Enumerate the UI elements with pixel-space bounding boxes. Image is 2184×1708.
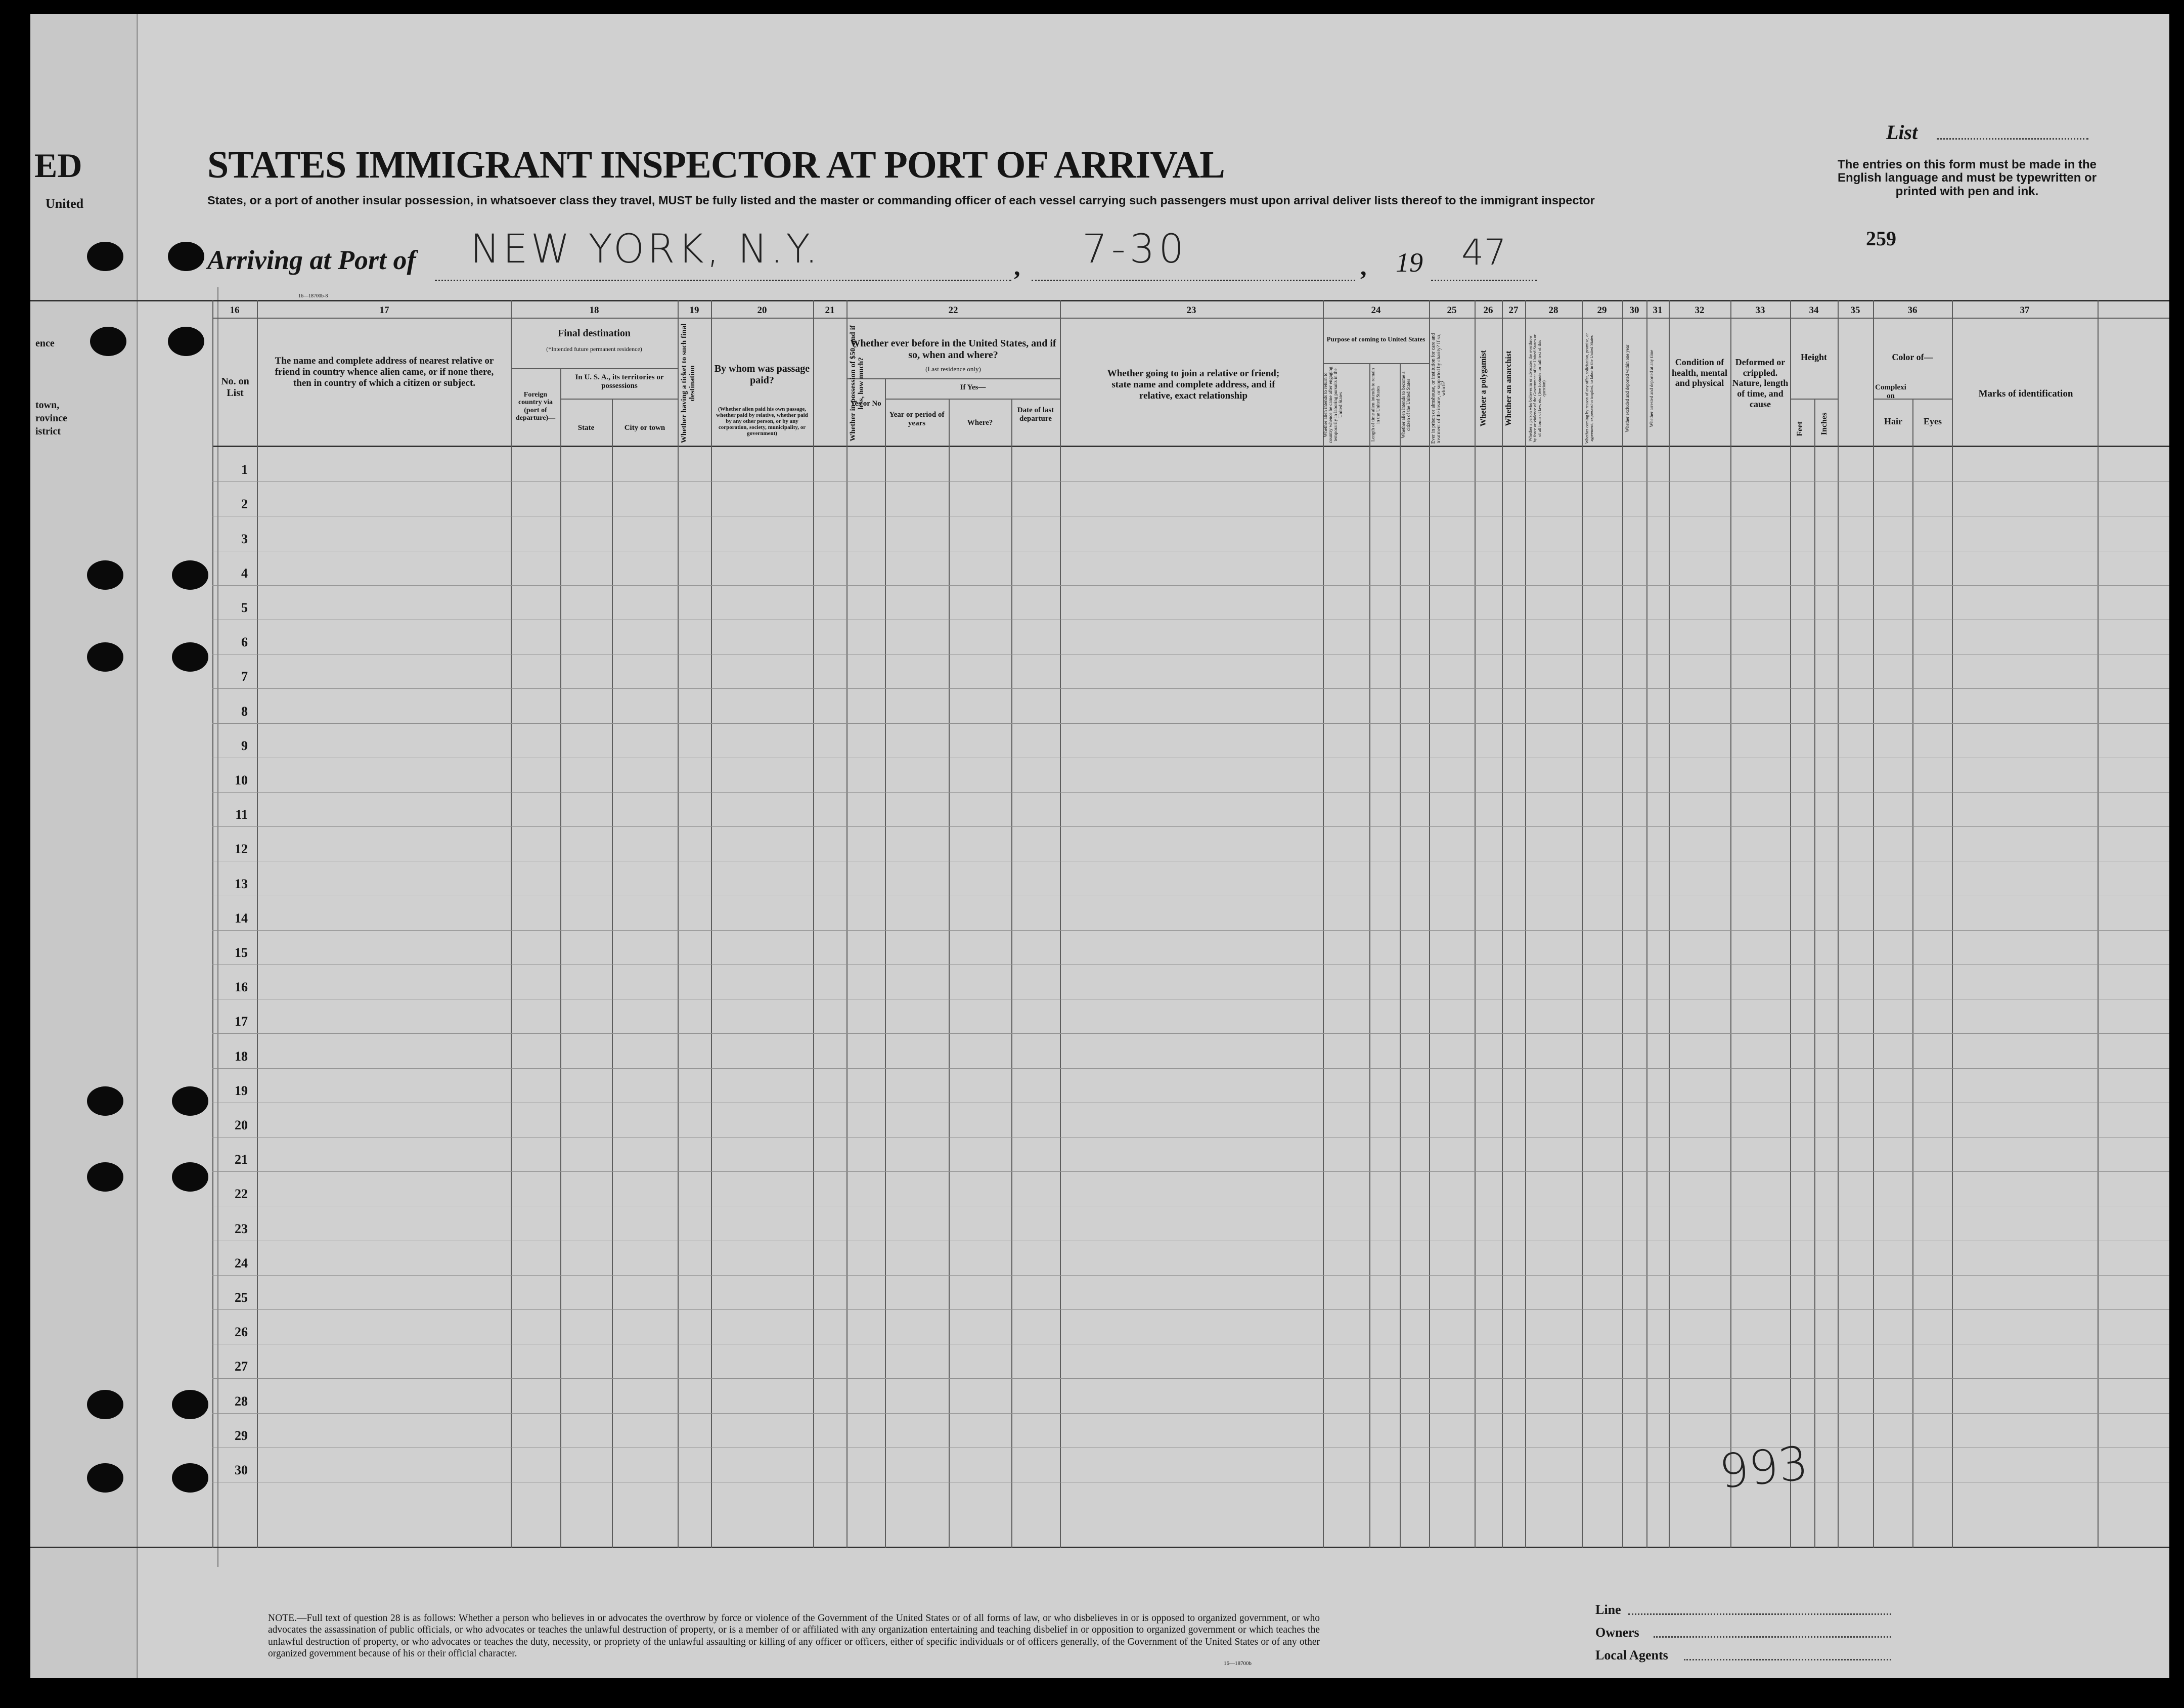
punch-hole — [172, 1086, 208, 1116]
c34-subrule — [1790, 399, 1838, 400]
header-final-destination-note: (*Intended future permanent residence) — [546, 345, 642, 353]
col-border — [678, 300, 679, 1548]
row-number: 5 — [241, 600, 248, 615]
punch-hole — [172, 1390, 208, 1419]
col-num-30: 30 — [1629, 305, 1639, 316]
c18-subrule-2 — [560, 399, 678, 400]
row-number: 7 — [241, 669, 248, 684]
c22-subrule — [846, 378, 1060, 379]
header-if-yes: If Yes— — [960, 383, 986, 391]
row-number: 17 — [235, 1014, 248, 1029]
local-agents-field — [1684, 1659, 1891, 1660]
table-top-rule — [30, 300, 2169, 301]
owners-field — [1654, 1636, 1891, 1638]
header-height: Height — [1801, 352, 1827, 362]
col-border — [1873, 300, 1874, 1548]
punch-hole — [172, 560, 208, 590]
col-num-31: 31 — [1653, 305, 1663, 316]
col-num-34: 34 — [1809, 305, 1819, 316]
year-suffix: 47 — [1461, 232, 1507, 273]
col-border — [257, 300, 258, 1548]
header-arrested: Whether arrested and deported at any time — [1649, 349, 1654, 427]
row-number: 24 — [235, 1256, 248, 1271]
header-deformed: Deformed or crippled. Nature, length of time, and cause — [1732, 357, 1789, 409]
punch-hole — [172, 1463, 208, 1493]
left-fragment-4: istrict — [35, 426, 61, 437]
header-in-usa: In U. S. A., its territories or possessions — [575, 373, 664, 390]
row-number: 15 — [235, 945, 248, 960]
col-num-24: 24 — [1371, 305, 1381, 316]
row-rule — [212, 1068, 2169, 1069]
local-agents-label: Local Agents — [1595, 1648, 1668, 1662]
punch-hole — [168, 242, 204, 271]
row-rule — [212, 688, 2169, 689]
header-no-on-list: No. on List — [221, 376, 249, 399]
binding-strip — [30, 14, 138, 1678]
col-border — [511, 300, 512, 1548]
col-border — [560, 368, 561, 1548]
form-subtitle: States, or a port of another insular possession, in whatsoever class they travel, MUST be fully listed and the master or commanding officer of each vessel carrying such passengers must upon arrival deliver lists thereof to the immigrant inspector — [207, 194, 1595, 207]
punch-hole — [87, 560, 123, 590]
col-num-20: 20 — [757, 305, 767, 316]
col-border — [1952, 300, 1953, 1548]
row-number: 30 — [235, 1463, 248, 1477]
header-bottom-rule — [212, 446, 2169, 447]
header-date-departure: Date of last departure — [1017, 406, 1054, 423]
col-border — [1400, 363, 1401, 1548]
row-rule — [212, 1033, 2169, 1034]
row-number: 22 — [235, 1187, 248, 1201]
strip-divider — [217, 287, 218, 1567]
row-rule — [212, 723, 2169, 724]
header-ever-before-us: Whether ever before in the United States, and if so, when and where? — [850, 338, 1056, 361]
col-border — [1323, 300, 1324, 1548]
col-num-27: 27 — [1508, 305, 1519, 316]
header-nearest-relative: The name and complete address of nearest relative or friend in country whence alien came, or if none there, then in country of which a citizen or subject. — [275, 356, 494, 388]
row-number: 4 — [241, 566, 248, 581]
col-num-17: 17 — [379, 305, 389, 316]
col-border — [1622, 300, 1623, 1548]
owners-label: Owners — [1595, 1625, 1639, 1640]
list-field — [1937, 138, 2088, 140]
row-number: 8 — [241, 704, 248, 719]
punch-hole — [172, 1162, 208, 1192]
row-rule — [212, 481, 2169, 482]
header-marks-identification: Marks of identification — [1978, 388, 2073, 399]
row-number: 18 — [235, 1049, 248, 1064]
punch-hole — [87, 1162, 123, 1192]
header-where: Where? — [967, 419, 993, 427]
port-value: NEW YORK, N.Y. — [470, 227, 821, 272]
col-num-23: 23 — [1186, 305, 1196, 316]
col-border — [711, 300, 712, 1548]
row-number: 25 — [235, 1290, 248, 1305]
c22-subrule-2 — [885, 399, 1060, 400]
header-complexion: Complexion — [1875, 383, 1906, 400]
col-border — [1525, 300, 1526, 1548]
col-num-35: 35 — [1850, 305, 1860, 316]
header-color-of: Color of— — [1892, 352, 1933, 362]
year-line — [1431, 280, 1537, 281]
left-fragment-1: ence — [35, 338, 55, 349]
row-number: 2 — [241, 497, 248, 511]
form-sheet — [30, 14, 2169, 1678]
line-field — [1628, 1613, 1891, 1615]
row-rule — [212, 792, 2169, 793]
punch-hole — [87, 642, 123, 672]
c18-subrule — [511, 368, 678, 369]
left-fragment-title: ED — [34, 146, 82, 185]
row-number: 29 — [235, 1428, 248, 1443]
header-period-years: Year or period of years — [889, 411, 945, 427]
punch-hole — [87, 1390, 123, 1419]
row-number: 21 — [235, 1152, 248, 1167]
row-rule — [212, 826, 2169, 827]
col-border — [1669, 300, 1670, 1548]
handwritten-annotation: 993 — [1716, 1436, 1811, 1499]
col-border — [612, 399, 613, 1548]
row-number: 16 — [235, 980, 248, 994]
row-number: 13 — [235, 877, 248, 891]
row-number: 20 — [235, 1118, 248, 1132]
header-state: State — [577, 424, 595, 432]
row-number: 9 — [241, 738, 248, 753]
col-border — [1060, 300, 1061, 1548]
header-yes-or-no: Yes or No — [850, 400, 881, 408]
header-q28: Whether a person who believes in or advocates the overthrow by force or violence of the Government of the United States or of all forms of law, etc. (See footnote for full text of this question) — [1528, 334, 1546, 443]
table-bottom-rule — [30, 1547, 2169, 1548]
col-border — [1369, 363, 1370, 1548]
col-border — [949, 399, 950, 1548]
header-last-residence: (Last residence only) — [925, 365, 981, 373]
col-num-21: 21 — [825, 305, 835, 316]
punch-hole — [168, 327, 204, 356]
header-join-relative: Whether going to join a relative or friend; state name and complete address, and if relative, exact relationship — [1107, 368, 1280, 401]
row-rule — [212, 1413, 2169, 1414]
column-number-rule — [212, 318, 2169, 319]
form-code: 16—18700b-8 — [298, 293, 328, 299]
header-hair: Hair — [1884, 416, 1902, 426]
header-ticket: Whether having a ticket to such final destination — [680, 323, 696, 444]
date-line — [1032, 280, 1355, 281]
row-number: 3 — [241, 532, 248, 546]
row-rule — [212, 930, 2169, 931]
col-border — [1790, 300, 1791, 1548]
col-border — [846, 300, 848, 1548]
header-anarchist: Whether an anarchist — [1504, 351, 1513, 426]
row-number: 26 — [235, 1325, 248, 1339]
col-border — [885, 378, 886, 1548]
page-number: 259 — [1866, 227, 1896, 250]
form-title: STATES IMMIGRANT INSPECTOR AT PORT OF ARRIVAL — [207, 144, 1225, 186]
col-border — [1814, 399, 1815, 1548]
col-num-26: 26 — [1483, 305, 1493, 316]
col-num-33: 33 — [1755, 305, 1765, 316]
header-polygamist: Whether a polygamist — [1479, 350, 1488, 427]
col-num-18: 18 — [589, 305, 599, 316]
punch-hole — [87, 242, 123, 271]
col-num-29: 29 — [1597, 305, 1607, 316]
col-num-28: 28 — [1548, 305, 1558, 316]
c24-subrule — [1323, 363, 1429, 364]
col-border — [1838, 300, 1839, 1548]
header-purpose-a: Whether alien intends to return to country whence he came after engaging temporarily in laboring pursuits in the United States — [1323, 366, 1344, 444]
col-num-25: 25 — [1447, 305, 1457, 316]
row-number: 19 — [235, 1083, 248, 1098]
header-foreign-country: Foreign country via (port of departure)— — [515, 391, 556, 422]
left-fragment-united: United — [46, 196, 84, 211]
comma-2: , — [1360, 252, 1367, 281]
header-feet: Feet — [1796, 421, 1804, 436]
punch-hole — [87, 1463, 123, 1493]
header-prison: Ever in prison or almshouse, or institution for care and treatment of the insane, or supported by charity? If so, which? — [1431, 333, 1447, 444]
col-num-19: 19 — [689, 305, 699, 316]
year-prefix: 19 — [1396, 247, 1423, 278]
header-condition: Condition of health, mental and physical — [1672, 357, 1727, 388]
col-border — [813, 300, 814, 1548]
punch-hole — [87, 1086, 123, 1116]
header-purpose-b: Length of time alien intends to remain in the United States — [1371, 368, 1381, 442]
footer-note: NOTE.—Full text of question 28 is as follows: Whether a person who believes in or advocates the overthrow by force or violence of the Government of the United States or of all forms of law, or who disbelieves in or is opposed to organized government, or who advocates the assassination of public officials, or who advocates or teaches the unlawful destruction of property, or is a member of or affiliated with any organization entertaining and teaching disbelief in or opposition to organized government or which teaches the unlawful destruction of property, or who advocates or teaches the duty, necessity, or propriety of the unlawful assaulting or killing of any officer or officers, either of specific individuals or of officers generally, of the Government of the United States or of any other organized government because of his or their official character. — [268, 1613, 1320, 1659]
col-border — [1429, 300, 1430, 1548]
row-rule — [212, 1275, 2169, 1276]
header-purpose: Purpose of coming to United States — [1326, 335, 1425, 343]
col-border — [1582, 300, 1583, 1548]
col-border — [1011, 399, 1012, 1548]
col-num-32: 32 — [1695, 305, 1705, 316]
footer-code: 16—18700b — [1224, 1660, 1252, 1667]
left-fragment-2: town, — [35, 400, 60, 411]
row-rule — [212, 1171, 2169, 1172]
header-passage-note: (Whether alien paid his own passage, whether paid by relative, whether paid by any other person, or by any corporation, society, municipality, or government) — [716, 406, 808, 437]
header-labor-offer: Whether coming by reason of any offer, solicitation, promise, or agreement, expressed or implied, to labor in the United States — [1584, 333, 1594, 444]
row-number: 27 — [235, 1359, 248, 1374]
punch-hole — [90, 327, 126, 356]
row-number: 1 — [241, 462, 248, 477]
arriving-label: Arriving at Port of — [207, 245, 416, 275]
header-eyes: Eyes — [1924, 416, 1942, 426]
col-num-36: 36 — [1907, 305, 1918, 316]
row-number: 11 — [235, 807, 248, 822]
row-number: 28 — [235, 1394, 248, 1409]
row-number: 12 — [235, 842, 248, 856]
row-number: 14 — [235, 911, 248, 926]
col-num-16: 16 — [230, 305, 240, 316]
col-border — [1912, 399, 1913, 1548]
col-border — [212, 300, 213, 1548]
col-num-22: 22 — [948, 305, 958, 316]
row-number: 10 — [235, 773, 248, 787]
comma-1: , — [1014, 252, 1020, 281]
left-fragment-3: rovince — [35, 413, 67, 424]
header-purpose-c: Whether alien intends to become a citizen of the United States — [1401, 371, 1411, 439]
row-number: 6 — [241, 635, 248, 649]
row-rule — [212, 585, 2169, 586]
row-rule — [212, 1378, 2169, 1379]
col-border — [1475, 300, 1476, 1548]
header-excluded: Whether excluded and deported within one year — [1625, 344, 1630, 432]
row-number: 23 — [235, 1221, 248, 1236]
col-border — [2098, 300, 2099, 1548]
line-label: Line — [1595, 1602, 1621, 1617]
header-final-destination: Final destination — [558, 328, 631, 339]
header-inches: Inches — [1820, 412, 1829, 435]
col-border — [1502, 300, 1503, 1548]
col-border — [1730, 300, 1731, 1548]
col-border — [1646, 300, 1647, 1548]
header-passage-paid: By whom was passage paid? — [714, 363, 810, 386]
col-num-37: 37 — [2020, 305, 2030, 316]
port-line — [435, 280, 1011, 281]
row-rule — [212, 1309, 2169, 1310]
form-instruction: The entries on this form must be made in the English language and must be typewritten or printed with pen and ink. — [1837, 158, 2097, 198]
punch-hole — [172, 642, 208, 672]
date-value: 7-30 — [1082, 227, 1188, 272]
list-label: List — [1886, 121, 1918, 144]
header-city: City or town — [624, 424, 665, 432]
header-fifty-dollars: Whether in possession of $50, and if less, how much? — [849, 325, 865, 442]
